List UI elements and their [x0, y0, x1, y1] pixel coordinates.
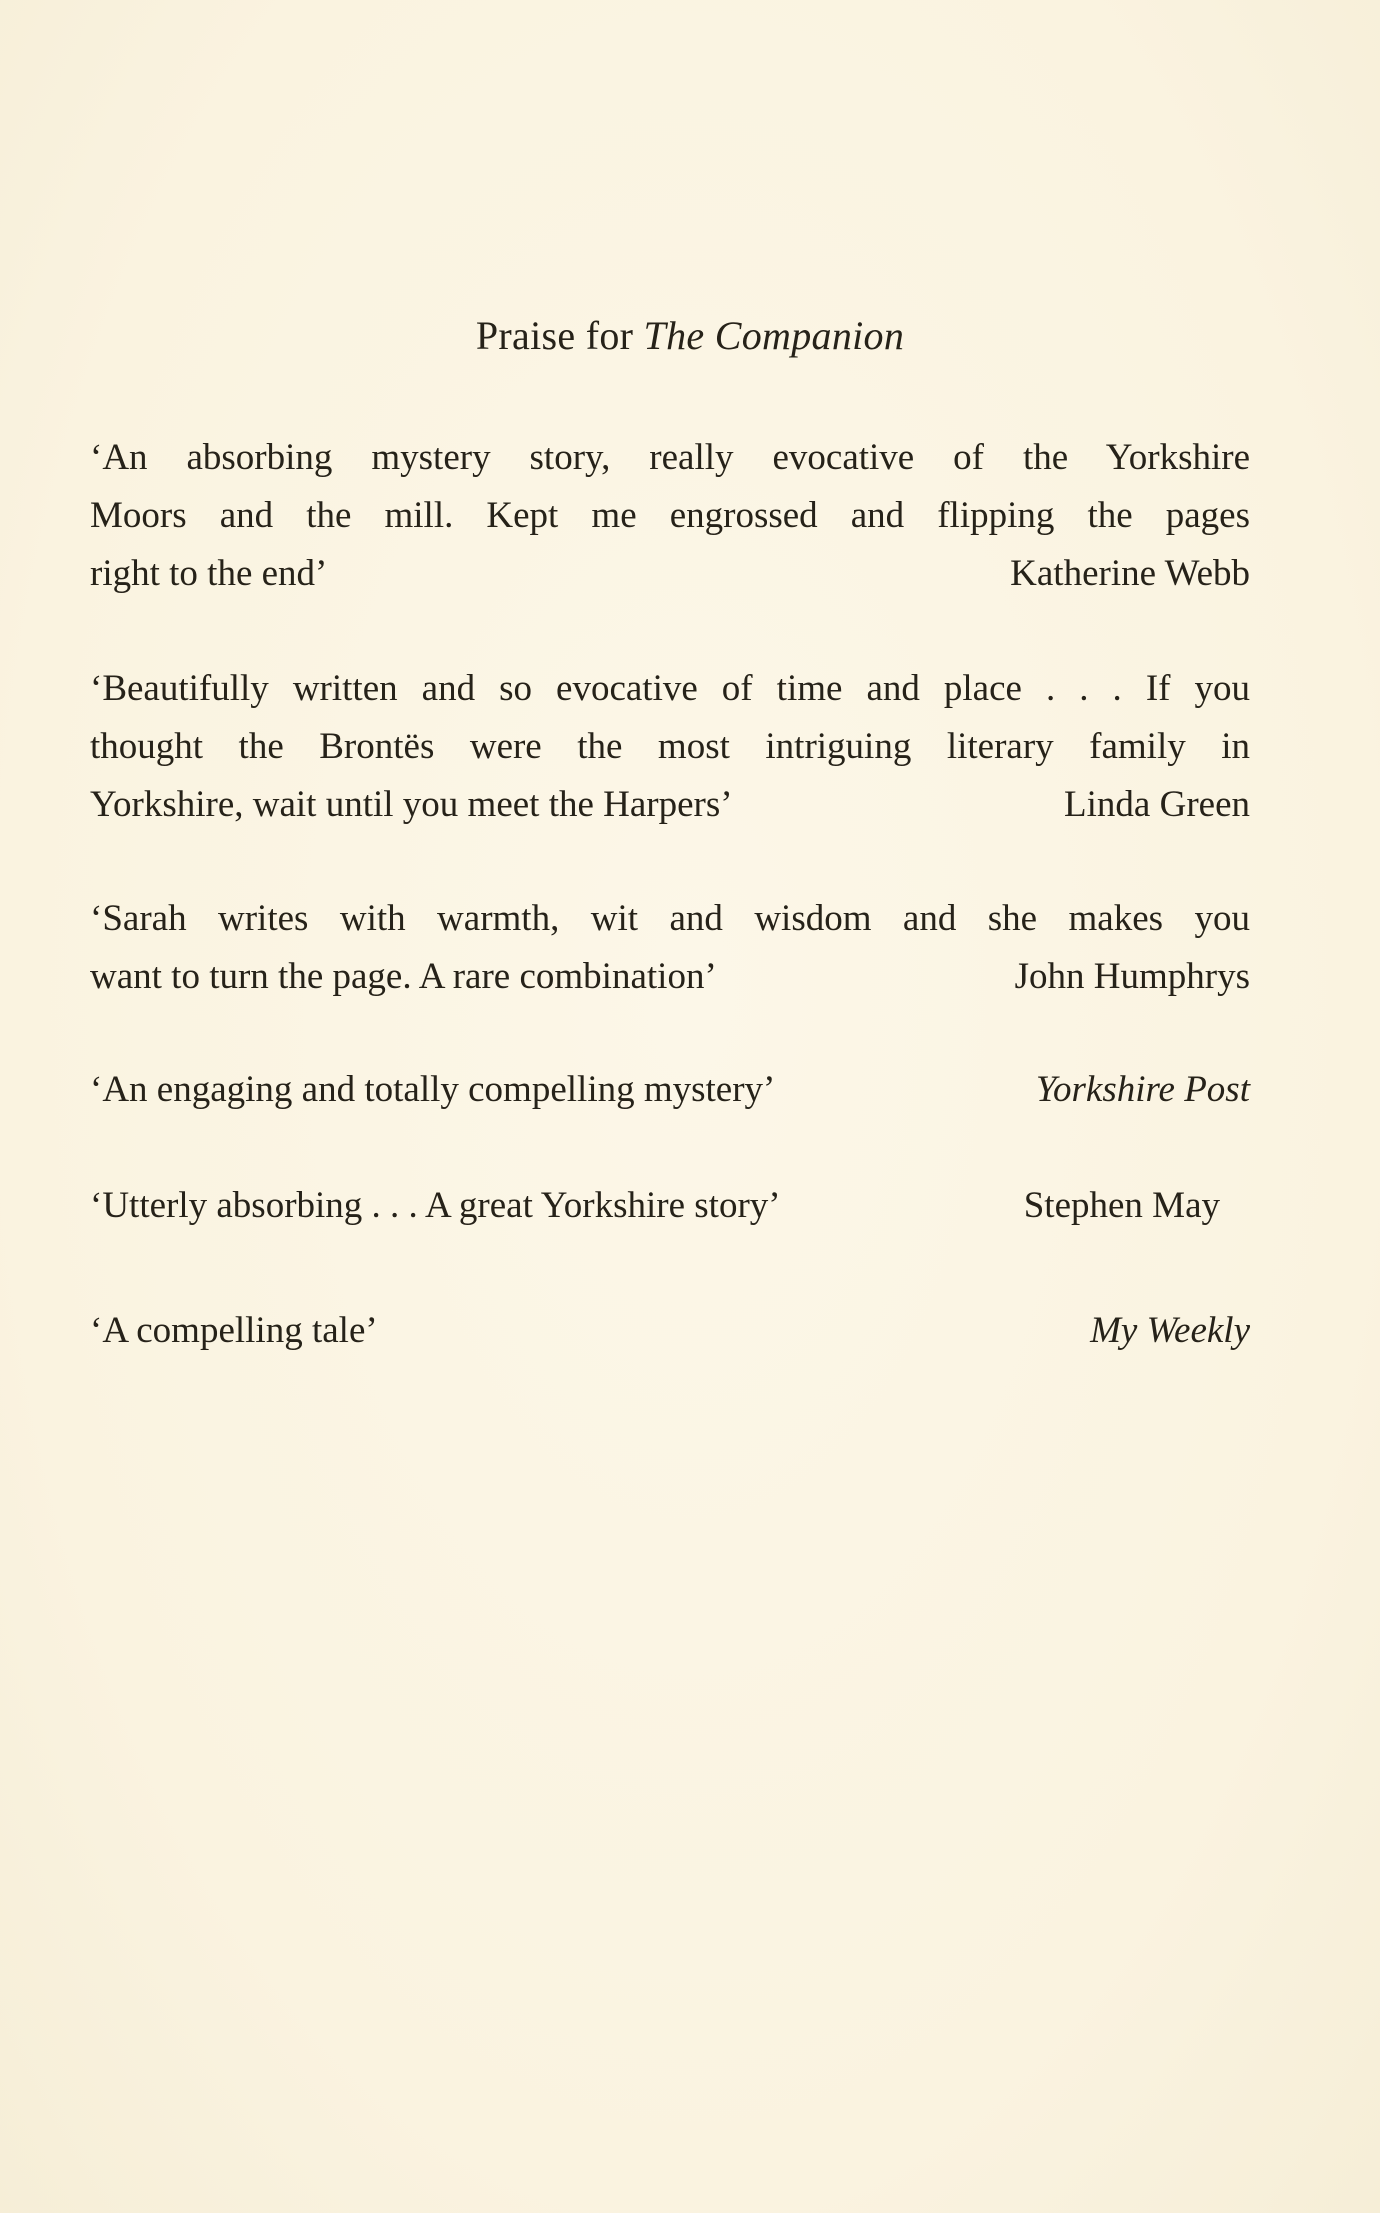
- quote-stephen-may: [90, 1177, 1250, 1235]
- page-title: [0, 312, 1380, 359]
- quote-line: ‘A compelling tale’: [90, 1310, 378, 1351]
- title-prefix: Praise for: [475, 313, 644, 358]
- quote-line: right to the end’: [90, 553, 328, 594]
- quote-katherine-webb: [90, 429, 1250, 603]
- quote-line: ‘An absorbing mystery story, really evocative of the Yorkshire: [90, 437, 1250, 478]
- quote-line: want to turn the page. A rare combination’: [90, 956, 717, 997]
- quote-line: ‘Utterly absorbing . . . A great Yorkshire story’: [90, 1185, 781, 1226]
- quote-last-row: [90, 1302, 1250, 1360]
- quote-linda-green: [90, 660, 1250, 834]
- quote-attribution: John Humphrys: [1014, 956, 1250, 997]
- quote-attribution: My Weekly: [1090, 1310, 1250, 1351]
- quote-last-row: [90, 545, 1250, 603]
- quote-line: ‘Beautifully written and so evocative of time and place . . . If you: [90, 668, 1250, 709]
- quote-line: Yorkshire, wait until you meet the Harpers’: [90, 784, 733, 825]
- quote-my-weekly: [90, 1302, 1250, 1360]
- quote-attribution: Yorkshire Post: [1035, 1069, 1250, 1110]
- quote-last-row: [90, 1061, 1250, 1119]
- book-title: The Companion: [643, 313, 905, 358]
- quote-john-humphrys: [90, 890, 1250, 1006]
- quote-last-row: [90, 948, 1250, 1006]
- quote-last-row: [90, 776, 1250, 834]
- quote-line: Moors and the mill. Kept me engrossed and flipping the pages: [90, 495, 1250, 536]
- quote-line: ‘Sarah writes with warmth, wit and wisdom and she makes you: [90, 898, 1250, 939]
- quote-attribution: Katherine Webb: [1010, 553, 1250, 594]
- quote-line: ‘An engaging and totally compelling mystery’: [90, 1069, 776, 1110]
- quote-attribution: Stephen May: [1023, 1185, 1220, 1226]
- quote-line: thought the Brontës were the most intriguing literary family in: [90, 726, 1250, 767]
- quote-yorkshire-post: [90, 1061, 1250, 1119]
- quote-attribution: Linda Green: [1064, 784, 1250, 825]
- quote-last-row: [90, 1177, 1250, 1235]
